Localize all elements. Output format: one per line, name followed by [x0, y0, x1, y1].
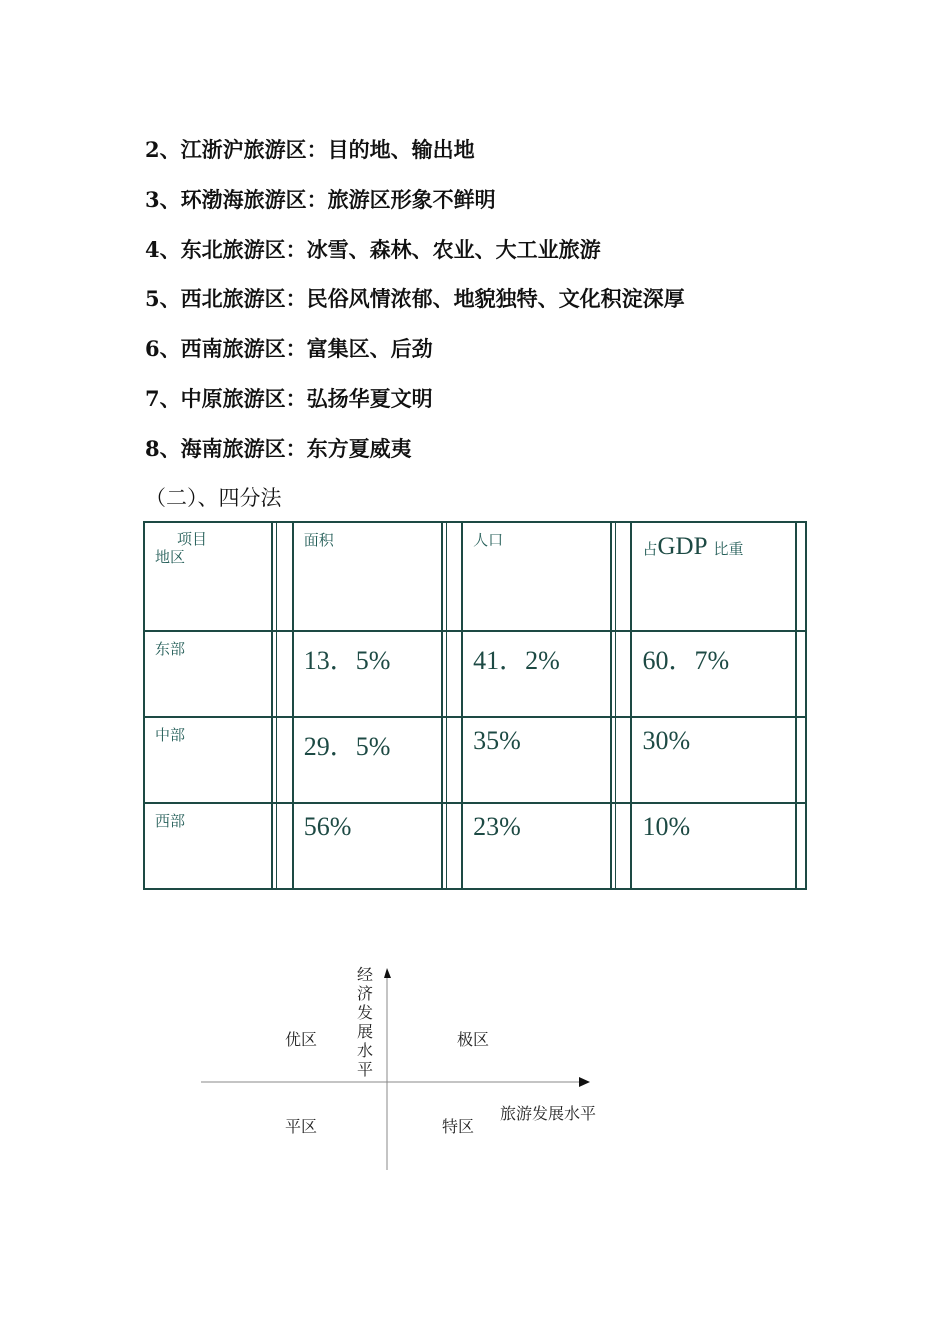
column-divider	[442, 717, 463, 803]
region-label: 中部	[155, 726, 186, 744]
region-cell	[144, 717, 272, 803]
y-axis-arrow-icon	[384, 968, 391, 978]
column-divider	[442, 631, 463, 717]
column-divider	[272, 803, 293, 889]
region-cell	[144, 803, 272, 889]
column-divider	[272, 522, 293, 631]
gdp-cell	[631, 803, 795, 889]
edge-divider	[796, 522, 806, 631]
gdp-cell	[631, 717, 795, 803]
gdp-value: 60．7%	[642, 646, 730, 675]
column-divider	[611, 717, 632, 803]
y-axis-label: 经 济 发 展 水 平	[356, 965, 373, 1079]
population-value: 41．2%	[473, 646, 560, 675]
area-value: 29．5%	[303, 732, 391, 761]
gdp-header-cell	[631, 522, 795, 631]
edge-divider	[796, 803, 806, 889]
edge-divider	[796, 717, 806, 803]
table-header-row	[144, 522, 806, 631]
population-header-cell	[462, 522, 611, 631]
area-cell	[293, 803, 442, 889]
table-row	[144, 803, 806, 889]
region-label: 东部	[155, 640, 186, 658]
gdp-header-suffix: 比重	[713, 540, 744, 558]
column-divider	[442, 803, 463, 889]
gdp-value: 10%	[642, 812, 691, 841]
column-divider	[442, 522, 463, 631]
population-cell	[462, 631, 611, 717]
gdp-value: 30%	[642, 726, 691, 755]
edge-divider	[796, 631, 806, 717]
area-header-cell	[293, 522, 442, 631]
text-line-3: 3、环渤海旅游区：旅游区形象不鲜明	[145, 187, 496, 212]
column-divider	[272, 717, 293, 803]
quadrant-bottom-right: 特区	[442, 1117, 475, 1136]
corner-header-bottom: 地区	[155, 548, 186, 566]
table-row	[144, 631, 806, 717]
text-line-2: 2、江浙沪旅游区：目的地、输出地	[145, 137, 475, 162]
gdp-header-main: GDP	[657, 533, 708, 560]
population-header: 人口	[473, 531, 504, 549]
column-divider	[611, 522, 632, 631]
x-axis-label: 旅游发展水平	[500, 1104, 597, 1123]
area-value: 13．5%	[303, 646, 391, 675]
region-label: 西部	[155, 812, 186, 830]
area-header: 面积	[303, 531, 334, 549]
gdp-header-prefix: 占	[642, 540, 658, 558]
corner-header-cell	[144, 522, 272, 631]
population-cell	[462, 717, 611, 803]
population-value: 23%	[473, 812, 521, 841]
area-cell	[293, 717, 442, 803]
x-axis-arrow-icon	[579, 1077, 590, 1087]
quadrant-top-right: 极区	[457, 1030, 490, 1049]
region-table	[143, 521, 807, 890]
column-divider	[272, 631, 293, 717]
population-cell	[462, 803, 611, 889]
corner-header-top: 项目	[177, 530, 208, 548]
population-value: 35%	[473, 726, 521, 755]
table-row	[144, 717, 806, 803]
column-divider	[611, 803, 632, 889]
text-line-7: 7、中原旅游区：弘扬华夏文明	[145, 386, 433, 411]
column-divider	[611, 631, 632, 717]
area-cell	[293, 631, 442, 717]
text-line-6: 6、西南旅游区：富集区、后劲	[145, 336, 433, 361]
section-heading: （二）、四分法	[145, 486, 282, 510]
text-line-5: 5、西北旅游区：民俗风情浓郁、地貌独特、文化积淀深厚	[145, 286, 685, 311]
gdp-cell	[631, 631, 795, 717]
text-line-8: 8、海南旅游区：东方夏威夷	[145, 436, 412, 461]
quadrant-top-left: 优区	[285, 1030, 318, 1049]
area-value: 56%	[303, 812, 352, 841]
region-cell	[144, 631, 272, 717]
quadrant-bottom-left: 平区	[285, 1117, 318, 1136]
text-line-4: 4、东北旅游区：冰雪、森林、农业、大工业旅游	[145, 237, 601, 262]
